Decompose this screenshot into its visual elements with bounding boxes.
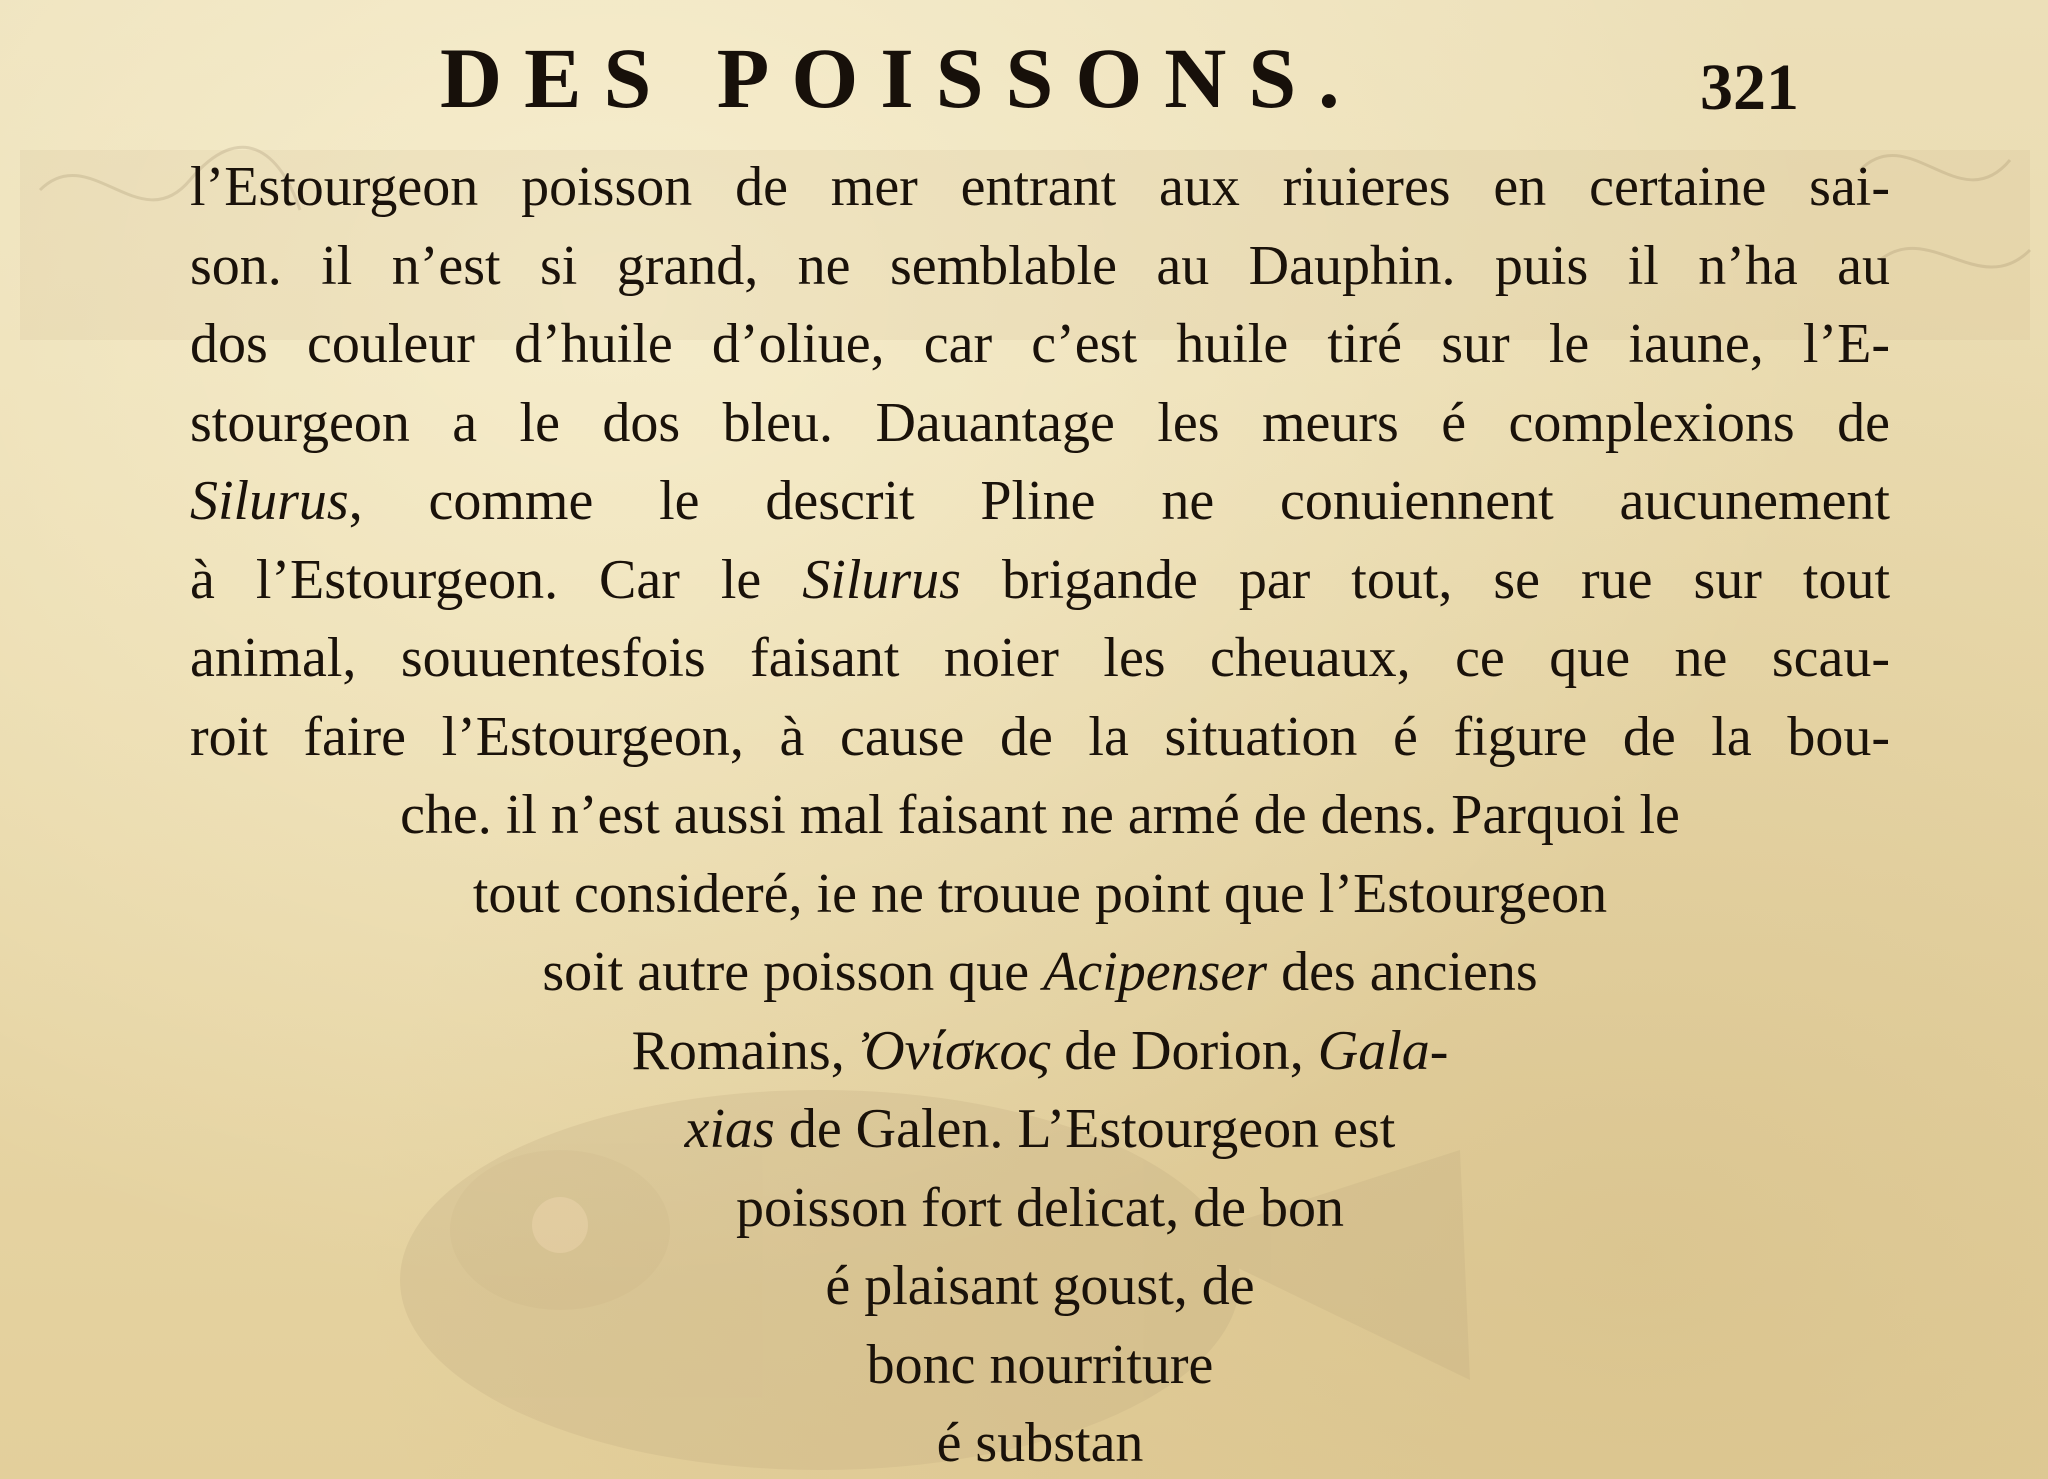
text-line: son. il n’est si grand, ne semblable au Dauphin. puis il n’ha au — [190, 234, 1890, 297]
text-line: stourgeon a le dos bleu. Dauantage les meurs é complexions de — [190, 391, 1890, 454]
text-line: é substan — [936, 1412, 1144, 1474]
text-line: Romains, Ὀνίσκος de Dorion, Gala- — [631, 1019, 1449, 1082]
text-line: roit faire l’Estourgeon, à cause de la situation é figure de la bou- — [190, 705, 1890, 768]
text-line: à l’Estourgeon. Car le Silurus brigande par tout, se rue sur tout — [190, 548, 1890, 611]
text-line: tout consideré, ie ne trouue point que l’Estourgeon — [472, 862, 1608, 925]
text-line: che. il n’est aussi mal faisant ne armé de dens. Parquoi le — [400, 784, 1680, 846]
text-line: l’Estourgeon poisson de mer entrant aux riuieres en certaine sai- — [190, 156, 1890, 218]
body-text — [190, 148, 1890, 1479]
running-head: DES POISSONS. — [440, 30, 1362, 126]
text-line: bonc nourriture — [866, 1333, 1214, 1396]
text-line: dos couleur d’huile d’oliue, car c’est huile tiré sur le iaune, l’E- — [190, 313, 1890, 375]
text-line: soit autre poisson que Acipenser des anciens — [542, 941, 1538, 1003]
text-line: xias de Galen. L’Estourgeon est — [684, 1098, 1396, 1160]
text-line: animal, souuentesfois faisant noier les cheuaux, ce que ne scau- — [190, 627, 1890, 689]
text-line: é plaisant goust, de — [825, 1255, 1255, 1317]
page-number: 321 — [1700, 51, 1799, 124]
text-line: poisson fort delicat, de bon — [735, 1176, 1345, 1239]
page-header — [0, 22, 2048, 132]
text-line: Silurus, comme le descrit Pline ne conuiennent aucunement — [190, 470, 1890, 532]
